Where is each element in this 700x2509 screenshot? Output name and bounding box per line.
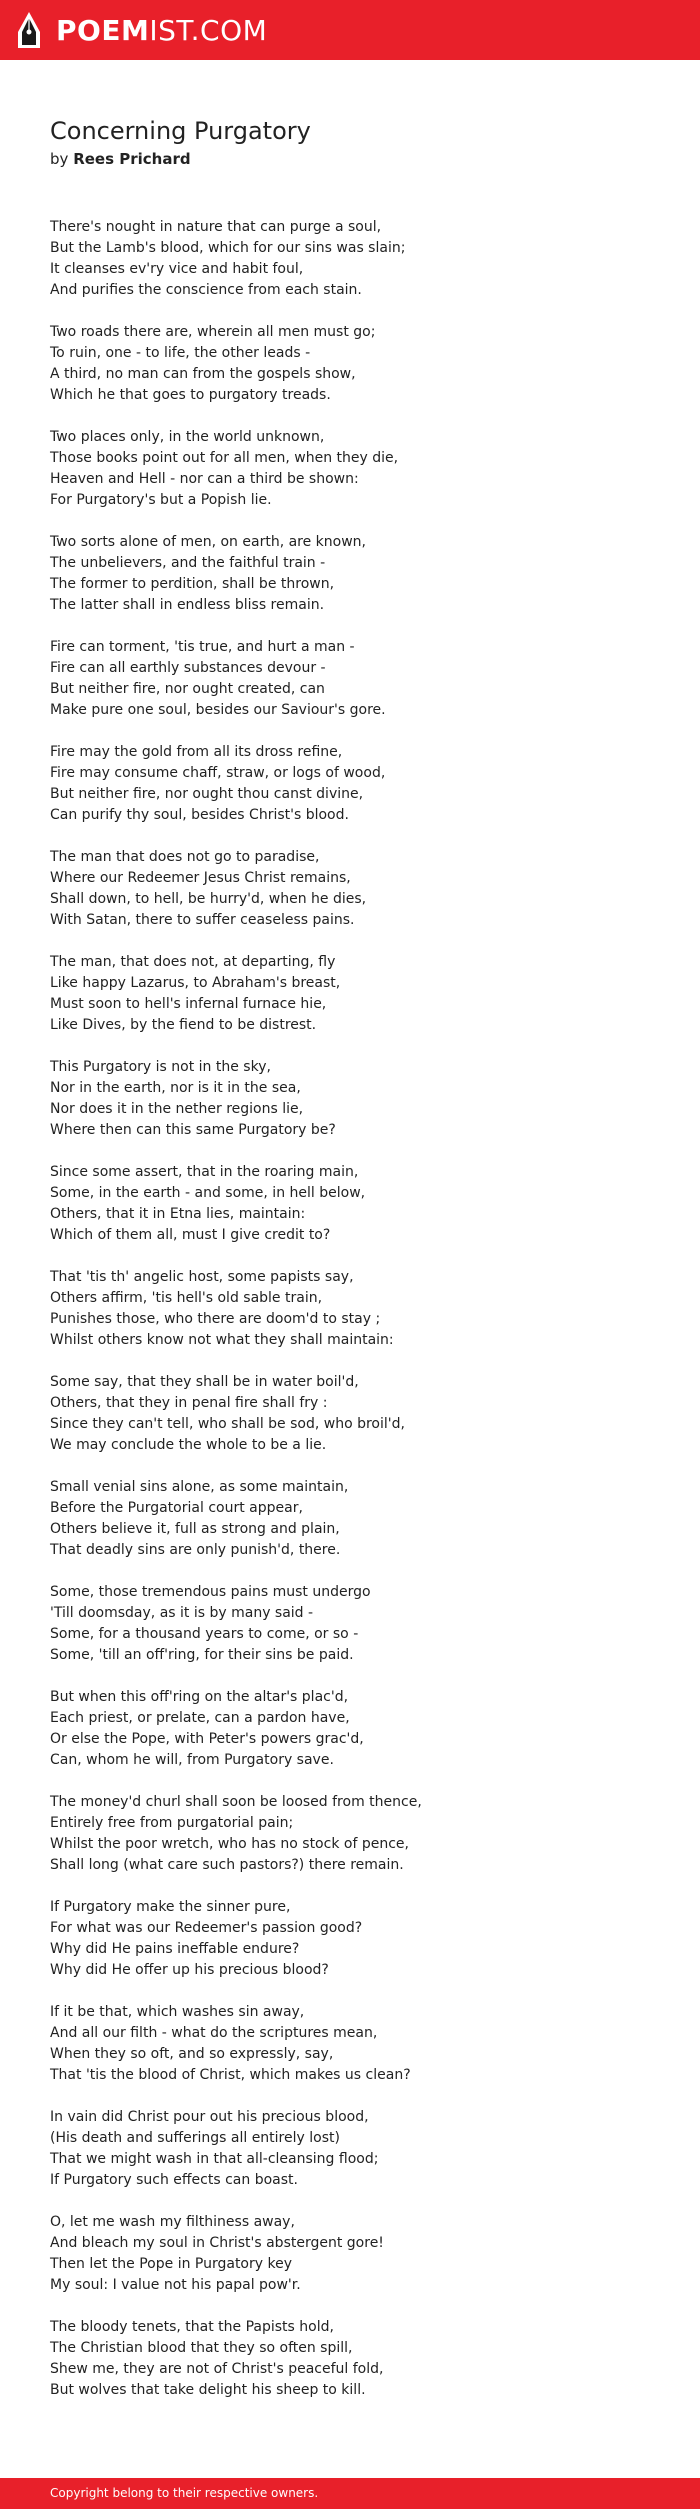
poem-line: Before the Purgatorial court appear, — [50, 1500, 303, 1516]
poem-line: Small venial sins alone, as some maintain, — [50, 1479, 349, 1495]
poem-line: Which of them all, must I give credit to? — [50, 1227, 331, 1243]
poem-stanza — [50, 1057, 670, 1141]
poem-line: Shall long (what care such pastors?) there remain. — [50, 1857, 404, 1873]
poem-byline — [50, 149, 670, 169]
site-footer — [0, 2478, 700, 2509]
poem-line: Why did He offer up his precious blood? — [50, 1962, 329, 1978]
poem-stanza — [50, 532, 670, 616]
poem-line: But neither fire, nor ought thou canst divine, — [50, 786, 364, 802]
poem-line: Some, in the earth - and some, in hell below, — [50, 1185, 366, 1201]
poem-stanza — [50, 847, 670, 931]
poem-line: Why did He pains ineffable endure? — [50, 1941, 300, 1957]
by-label: by — [50, 150, 69, 168]
poem-line: 'Till doomsday, as it is by many said - — [50, 1605, 314, 1621]
poem-line: O, let me wash my filthiness away, — [50, 2214, 295, 2230]
poem-stanza — [50, 2212, 670, 2296]
poem-line: This Purgatory is not in the sky, — [50, 1059, 271, 1075]
poem-line: To ruin, one - to life, the other leads - — [50, 345, 311, 361]
poem-line: Whilst others know not what they shall maintain: — [50, 1332, 394, 1348]
poem-line: For Purgatory's but a Popish lie. — [50, 492, 272, 508]
poem-stanza — [50, 1792, 670, 1876]
poem-stanza — [50, 952, 670, 1036]
poem-stanza — [50, 1687, 670, 1771]
poem-line: Two roads there are, wherein all men must go; — [50, 324, 376, 340]
poem-line: That we might wash in that all-cleansing flood; — [50, 2151, 379, 2167]
poem-stanza — [50, 1267, 670, 1351]
poem-line: Like happy Lazarus, to Abraham's breast, — [50, 975, 341, 991]
poem-line: Those books point out for all men, when they die, — [50, 450, 399, 466]
poem-line: Two sorts alone of men, on earth, are known, — [50, 534, 366, 550]
poem-line: Shew me, they are not of Christ's peaceful fold, — [50, 2361, 384, 2377]
poem-line: Others affirm, 'tis hell's old sable train, — [50, 1290, 323, 1306]
pen-nib-icon — [16, 10, 42, 50]
logo-bold-part: POEM — [56, 13, 150, 47]
poem-stanza — [50, 2107, 670, 2191]
poem-line: We may conclude the whole to be a lie. — [50, 1437, 327, 1453]
poem-line: Heaven and Hell - nor can a third be shown: — [50, 471, 359, 487]
poem-line: Two places only, in the world unknown, — [50, 429, 325, 445]
poem-line: The former to perdition, shall be thrown, — [50, 576, 335, 592]
poem-line: Others, that they in penal fire shall fry : — [50, 1395, 328, 1411]
poem-line: Nor does it in the nether regions lie, — [50, 1101, 304, 1117]
poem-line: Nor in the earth, nor is it in the sea, — [50, 1080, 301, 1096]
poem-line: Fire may the gold from all its dross refine, — [50, 744, 343, 760]
poem-line: That 'tis the blood of Christ, which makes us clean? — [50, 2067, 411, 2083]
poem-title: Concerning Purgatory — [50, 117, 311, 145]
poem-stanza — [50, 1162, 670, 1246]
poem-stanza — [50, 637, 670, 721]
poem-stanza — [50, 322, 670, 406]
poem-stanza — [50, 427, 670, 511]
poem-line: Must soon to hell's infernal furnace hie, — [50, 996, 327, 1012]
poem-line: The latter shall in endless bliss remain. — [50, 597, 325, 613]
poem-line: For what was our Redeemer's passion good? — [50, 1920, 363, 1936]
poem-line: Like Dives, by the fiend to be distrest. — [50, 1017, 317, 1033]
poem-line: But wolves that take delight his sheep to kill. — [50, 2382, 366, 2398]
poem-line: Since they can't tell, who shall be sod, who broil'd, — [50, 1416, 405, 1432]
poem-line: The man that does not go to paradise, — [50, 849, 320, 865]
poem-stanza — [50, 742, 670, 826]
poem-line: And purifies the conscience from each stain. — [50, 282, 362, 298]
poem-line: Can, whom he will, from Purgatory save. — [50, 1752, 334, 1768]
poem-line: Where our Redeemer Jesus Christ remains, — [50, 870, 351, 886]
poem-line: Fire may consume chaff, straw, or logs of wood, — [50, 765, 386, 781]
poem-line: But when this off'ring on the altar's plac'd, — [50, 1689, 349, 1705]
poem-line: Which he that goes to purgatory treads. — [50, 387, 331, 403]
poem-container — [50, 115, 670, 2422]
poem-line: Others, that it in Etna lies, maintain: — [50, 1206, 306, 1222]
poem-line: In vain did Christ pour out his precious blood, — [50, 2109, 369, 2125]
poem-line: Each priest, or prelate, can a pardon have, — [50, 1710, 350, 1726]
poem-line: My soul: I value not his papal pow'r. — [50, 2277, 301, 2293]
poem-line: With Satan, there to suffer ceaseless pains. — [50, 912, 355, 928]
poem-line: Then let the Pope in Purgatory key — [50, 2256, 292, 2272]
poem-line: And all our filth - what do the scriptures mean, — [50, 2025, 378, 2041]
poem-stanza — [50, 1582, 670, 1666]
poem-line: Make pure one soul, besides our Saviour's gore. — [50, 702, 386, 718]
poem-line: Or else the Pope, with Peter's powers grac'd, — [50, 1731, 364, 1747]
poem-line: That deadly sins are only punish'd, there. — [50, 1542, 341, 1558]
poem-line: Can purify thy soul, besides Christ's blood. — [50, 807, 349, 823]
poem-body — [50, 217, 670, 2401]
site-logo[interactable] — [16, 9, 267, 51]
poem-stanza — [50, 217, 670, 301]
poem-line: Some, those tremendous pains must undergo — [50, 1584, 371, 1600]
poem-line: Where then can this same Purgatory be? — [50, 1122, 336, 1138]
poem-stanza — [50, 1477, 670, 1561]
poem-line: The money'd churl shall soon be loosed from thence, — [50, 1794, 422, 1810]
poem-line: It cleanses ev'ry vice and habit foul, — [50, 261, 304, 277]
poem-line: The man, that does not, at departing, fly — [50, 954, 336, 970]
poem-line: When they so oft, and so expressly, say, — [50, 2046, 334, 2062]
poem-line: Shall down, to hell, be hurry'd, when he dies, — [50, 891, 367, 907]
poem-line: If it be that, which washes sin away, — [50, 2004, 305, 2020]
poem-author-link[interactable]: Rees Prichard — [73, 150, 191, 168]
poem-line: Entirely free from purgatorial pain; — [50, 1815, 294, 1831]
poem-line: But neither fire, nor ought created, can — [50, 681, 325, 697]
poem-line: Others believe it, full as strong and plain, — [50, 1521, 340, 1537]
poem-stanza — [50, 2317, 670, 2401]
poem-line: There's nought in nature that can purge a soul, — [50, 219, 382, 235]
poem-line: Fire can all earthly substances devour - — [50, 660, 326, 676]
copyright-text: Copyright belong to their respective owners. — [50, 2486, 319, 2500]
poem-line: Since some assert, that in the roaring main, — [50, 1164, 359, 1180]
poem-line: Some, 'till an off'ring, for their sins be paid. — [50, 1647, 354, 1663]
poem-line: (His death and sufferings all entirely lost) — [50, 2130, 340, 2146]
poem-line: The unbelievers, and the faithful train - — [50, 555, 326, 571]
poem-line: The Christian blood that they so often spill, — [50, 2340, 353, 2356]
poem-line: The bloody tenets, that the Papists hold, — [50, 2319, 334, 2335]
poem-line: Fire can torment, 'tis true, and hurt a man - — [50, 639, 355, 655]
poem-stanza — [50, 2002, 670, 2086]
poem-stanza — [50, 1372, 670, 1456]
logo-wordmark — [56, 14, 267, 47]
poem-line: Whilst the poor wretch, who has no stock of pence, — [50, 1836, 409, 1852]
poem-line: Punishes those, who there are doom'd to stay ; — [50, 1311, 381, 1327]
poem-stanza — [50, 1897, 670, 1981]
poem-line: That 'tis th' angelic host, some papists say, — [50, 1269, 354, 1285]
poem-line: A third, no man can from the gospels show, — [50, 366, 356, 382]
poem-line: Some say, that they shall be in water boil'd, — [50, 1374, 359, 1390]
logo-light-part: IST.COM — [149, 13, 268, 47]
poem-line: And bleach my soul in Christ's abstergent gore! — [50, 2235, 384, 2251]
poem-line: If Purgatory such effects can boast. — [50, 2172, 298, 2188]
poem-line: But the Lamb's blood, which for our sins was slain; — [50, 240, 406, 256]
poem-line: If Purgatory make the sinner pure, — [50, 1899, 291, 1915]
site-header — [0, 0, 700, 60]
poem-line: Some, for a thousand years to come, or so - — [50, 1626, 359, 1642]
